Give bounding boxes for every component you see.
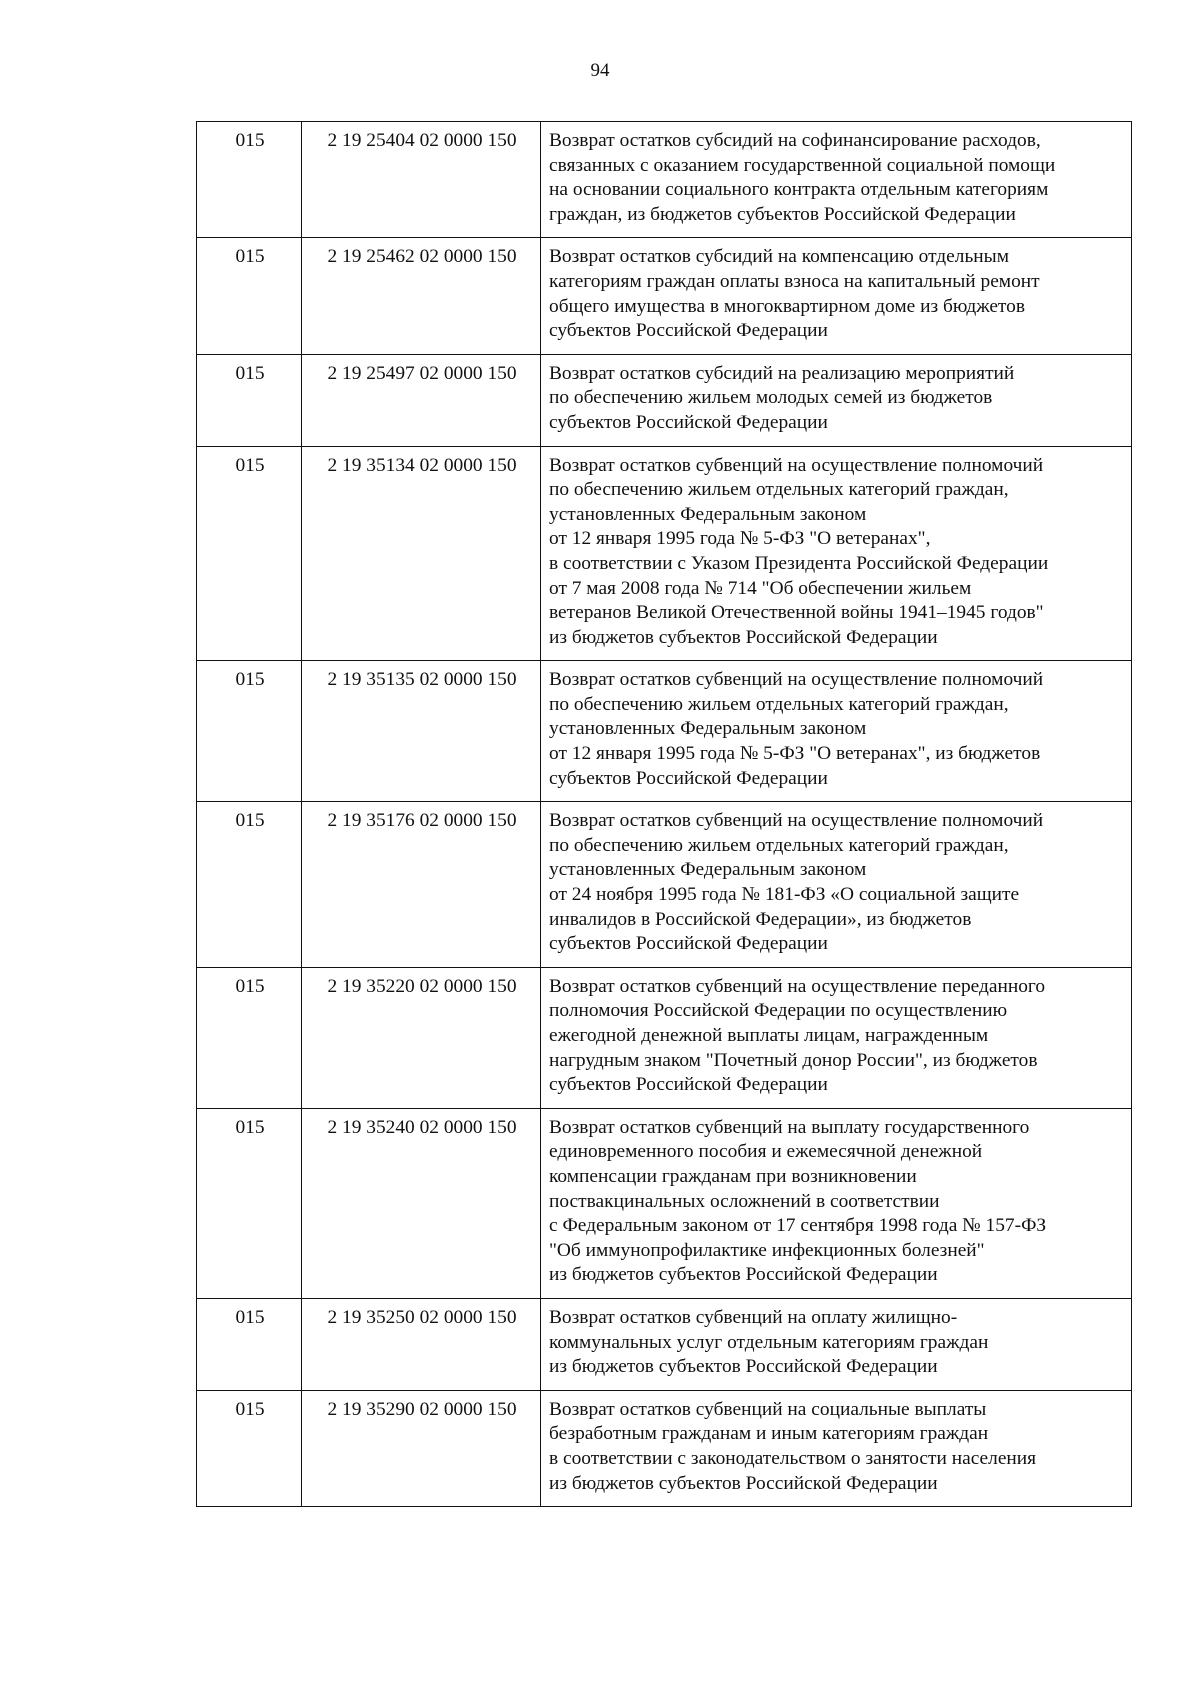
description-line: от 12 января 1995 года № 5-ФЗ "О ветеранах", из бюджетов — [549, 743, 1041, 765]
description-line: установленных Федеральным законом — [549, 503, 867, 525]
table-row — [197, 1108, 1132, 1298]
description-line: ветеранов Великой Отечественной войны 1941–1945 годов" — [549, 602, 1044, 624]
description-line: в соответствии с Указом Президента Российской Федерации — [549, 552, 1049, 574]
description-line: Возврат остатков субвенций на осуществление переданного — [549, 975, 1046, 997]
description-line: категориям граждан оплаты взноса на капитальный ремонт — [549, 270, 1040, 292]
description-line: субъектов Российской Федерации — [549, 320, 828, 342]
description-line: по обеспечению жильем молодых семей из бюджетов — [549, 387, 993, 409]
description-line: единовременного пособия и ежемесячной денежной — [549, 1141, 983, 1163]
page-number: 94 — [590, 60, 610, 81]
description-line: нагрудным знаком "Почетный донор России", из бюджетов — [549, 1049, 1038, 1071]
description-cell — [541, 1298, 1132, 1390]
description-line: от 24 ноября 1995 года № 181-ФЗ «О социальной защите — [549, 884, 1020, 906]
description-line: от 7 мая 2008 года № 714 "Об обеспечении жильем — [549, 577, 972, 599]
description-cell — [541, 446, 1132, 661]
admin-code-cell: 015 — [197, 661, 302, 802]
description-cell — [541, 802, 1132, 968]
budget-code-cell: 2 19 35135 02 0000 150 — [302, 661, 541, 802]
table-row — [197, 1390, 1132, 1506]
description-cell — [541, 967, 1132, 1108]
description-line: компенсации гражданам при возникновении — [549, 1165, 917, 1187]
admin-code-cell: 015 — [197, 967, 302, 1108]
budget-code-cell: 2 19 35250 02 0000 150 — [302, 1298, 541, 1390]
description-cell — [541, 1108, 1132, 1298]
description-line: коммунальных услуг отдельным категориям граждан — [549, 1331, 989, 1353]
description-line: от 12 января 1995 года № 5-ФЗ "О ветеранах", — [549, 528, 931, 550]
table-row — [197, 661, 1132, 802]
table-row — [197, 1298, 1132, 1390]
description-line: по обеспечению жильем отдельных категорий граждан, — [549, 693, 1009, 715]
description-line: субъектов Российской Федерации — [549, 933, 828, 955]
description-line: субъектов Российской Федерации — [549, 411, 828, 433]
budget-code-cell: 2 19 35220 02 0000 150 — [302, 967, 541, 1108]
description-line: по обеспечению жильем отдельных категорий граждан, — [549, 834, 1009, 856]
budget-code-cell: 2 19 25404 02 0000 150 — [302, 122, 541, 238]
admin-code-cell: 015 — [197, 1390, 302, 1506]
budget-code-cell: 2 19 35240 02 0000 150 — [302, 1108, 541, 1298]
description-line: установленных Федеральным законом — [549, 859, 867, 881]
admin-code-cell: 015 — [197, 1298, 302, 1390]
description-line: "Об иммунопрофилактике инфекционных болезней" — [549, 1239, 985, 1261]
description-line: безработным гражданам и иным категориям граждан — [549, 1423, 989, 1445]
description-line: Возврат остатков субвенций на осуществление полномочий — [549, 454, 1044, 476]
budget-classification-table — [196, 121, 1132, 1507]
description-line: Возврат остатков субвенций на осуществление полномочий — [549, 669, 1044, 691]
description-line: Возврат остатков субвенций на выплату государственного — [549, 1116, 1030, 1138]
table-row — [197, 122, 1132, 238]
description-line: установленных Федеральным законом — [549, 718, 867, 740]
description-line: общего имущества в многоквартирном доме из бюджетов — [549, 295, 1026, 317]
description-line: в соответствии с законодательством о занятости населения — [549, 1447, 1037, 1469]
budget-code-cell: 2 19 35134 02 0000 150 — [302, 446, 541, 661]
admin-code-cell: 015 — [197, 446, 302, 661]
budget-code-cell: 2 19 35176 02 0000 150 — [302, 802, 541, 968]
description-cell — [541, 354, 1132, 446]
description-line: Возврат остатков субсидий на софинансирование расходов, — [549, 130, 1041, 151]
budget-code-cell: 2 19 25462 02 0000 150 — [302, 238, 541, 354]
description-line: из бюджетов субъектов Российской Федерации — [549, 1264, 938, 1286]
description-line: Возврат остатков субвенций на социальные выплаты — [549, 1398, 987, 1420]
description-line: поствакцинальных осложнений в соответствии — [549, 1190, 940, 1212]
table-body — [197, 122, 1132, 1507]
table-row — [197, 238, 1132, 354]
description-line: с Федеральным законом от 17 сентября 1998 года № 157-ФЗ — [549, 1215, 1047, 1237]
description-line: из бюджетов субъектов Российской Федерации — [549, 1356, 938, 1378]
description-line: граждан, из бюджетов субъектов Российской Федерации — [549, 203, 1016, 225]
description-cell — [541, 1390, 1132, 1506]
description-line: Возврат остатков субсидий на реализацию мероприятий — [549, 362, 1015, 384]
table-row — [197, 967, 1132, 1108]
description-line: на основании социального контракта отдельным категориям — [549, 179, 1049, 201]
description-line: ежегодной денежной выплаты лицам, награжденным — [549, 1025, 989, 1046]
description-line: из бюджетов субъектов Российской Федерации — [549, 626, 938, 648]
description-line: связанных с оказанием государственной социальной помощи — [549, 154, 1056, 176]
description-line: Возврат остатков субсидий на компенсацию отдельным — [549, 246, 1009, 268]
admin-code-cell: 015 — [197, 238, 302, 354]
description-line: Возврат остатков субвенций на осуществление полномочий — [549, 810, 1044, 832]
description-line: субъектов Российской Федерации — [549, 767, 828, 789]
description-line: инвалидов в Российской Федерации», из бюджетов — [549, 908, 972, 930]
table-row — [197, 802, 1132, 968]
description-line: Возврат остатков субвенций на оплату жилищно- — [549, 1306, 958, 1328]
description-line: субъектов Российской Федерации — [549, 1074, 828, 1096]
description-line: по обеспечению жильем отдельных категорий граждан, — [549, 479, 1009, 501]
admin-code-cell: 015 — [197, 122, 302, 238]
admin-code-cell: 015 — [197, 354, 302, 446]
table-row — [197, 446, 1132, 661]
budget-code-cell: 2 19 35290 02 0000 150 — [302, 1390, 541, 1506]
table-row — [197, 354, 1132, 446]
admin-code-cell: 015 — [197, 1108, 302, 1298]
description-cell — [541, 661, 1132, 802]
description-cell — [541, 238, 1132, 354]
description-line: полномочия Российской Федерации по осуществлению — [549, 1000, 1008, 1022]
description-cell — [541, 122, 1132, 238]
description-line: из бюджетов субъектов Российской Федерации — [549, 1472, 938, 1494]
admin-code-cell: 015 — [197, 802, 302, 968]
budget-code-cell: 2 19 25497 02 0000 150 — [302, 354, 541, 446]
